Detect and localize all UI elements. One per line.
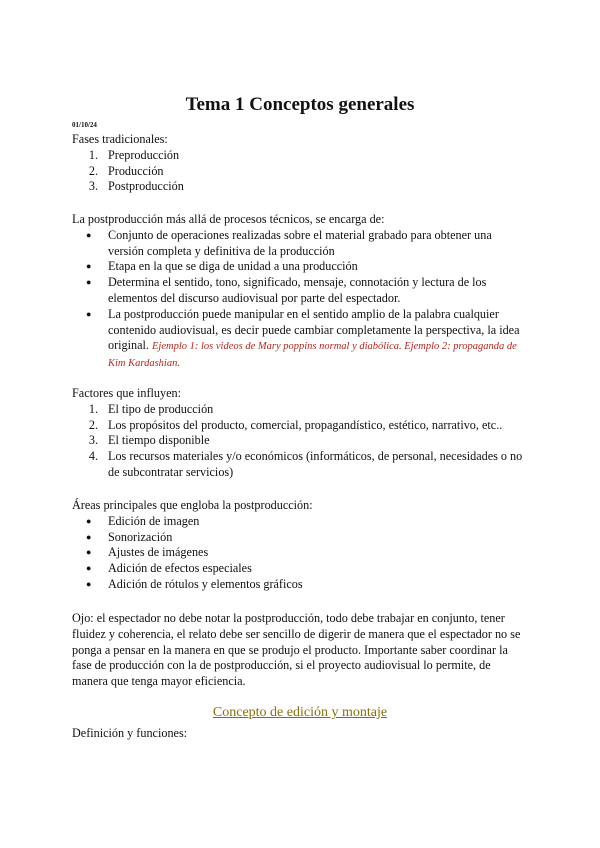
areas-heading: Áreas principales que engloba la postproducción: bbox=[72, 498, 313, 512]
list-item: 2. Los propósitos del producto, comercial, propagandístico, estético, narrativo, etc.. bbox=[88, 417, 503, 432]
list-item: 3. El tiempo disponible bbox=[88, 433, 210, 448]
list-item: 1. Preproducción bbox=[88, 147, 180, 162]
fases-list bbox=[72, 148, 528, 195]
list-item: ● Ajustes de imágenes bbox=[86, 545, 209, 560]
areas-section bbox=[72, 498, 528, 593]
factores-section bbox=[72, 386, 528, 481]
list-item: 2. Producción bbox=[88, 163, 164, 178]
ojo-section bbox=[72, 611, 528, 690]
factores-list bbox=[72, 402, 528, 481]
ojo-paragraph: Ojo: el espectador no debe notar la postproducción, todo debe trabajar en conjunto, tener fluidez y coherencia, el relato debe ser sencillo de digerir de manera que el espectador no se ponga a pensar en la manera en que se produjo el producto. Importante saber coordinar la fase de producción con la de postproducción, si el proyecto audiovisual lo permite, de manera que tenga mayor eficiencia. bbox=[72, 611, 521, 689]
definicion-section bbox=[72, 726, 528, 742]
fases-heading: Fases tradicionales: bbox=[72, 132, 168, 146]
list-item: ● Sonorización bbox=[86, 529, 173, 544]
example-note: Ejemplo 1: los videos de Mary poppins normal y diabólica. Ejemplo 2: propaganda de Kim Kardashian. bbox=[108, 341, 517, 370]
section-heading-link[interactable]: Concepto de edición y montaje bbox=[212, 705, 388, 720]
procesos-list bbox=[72, 228, 528, 372]
definicion-heading: Definición y funciones: bbox=[72, 726, 188, 740]
list-item: ● Edición de imagen bbox=[86, 513, 200, 528]
list-item: ● La postproducción puede manipular en el sentido amplio de la palabra cualquier contenido audiovisual, es decir puede cambiar completamente la perspectiva, la idea original. Ejemplo 1: los videos de Mary poppins normal y diabólica. Ejemplo 2: propaganda de Kim Kardashian. bbox=[86, 306, 520, 370]
list-item: ● Determina el sentido, tono, significado, mensaje, connotación y lectura de los elementos del discurso audiovisual por parte del espectador. bbox=[86, 275, 487, 305]
factores-heading: Factores que influyen: bbox=[72, 386, 181, 400]
date-label: 01/10/24 bbox=[72, 121, 97, 129]
list-item: 4. Los recursos materiales y/o económicos (informáticos, de personal, necesidades o no de subcontratar servicios) bbox=[88, 449, 523, 479]
list-item: ● Adición de efectos especiales bbox=[86, 561, 252, 576]
list-item: 3. Postproducción bbox=[88, 179, 184, 194]
areas-list bbox=[72, 514, 528, 593]
page-title: Tema 1 Conceptos generales bbox=[185, 94, 415, 115]
list-item: ● Etapa en la que se diga de unidad a una producción bbox=[86, 259, 358, 274]
list-item: ● Conjunto de operaciones realizadas sobre el material grabado para obtener una versión completa y definitiva de la producción bbox=[86, 227, 492, 258]
procesos-section bbox=[72, 212, 528, 372]
procesos-intro: La postproducción más allá de procesos técnicos, se encarga de: bbox=[72, 212, 385, 226]
list-item: ● Adición de rótulos y elementos gráficos bbox=[86, 576, 303, 591]
list-item: 1. El tipo de producción bbox=[88, 401, 214, 416]
fases-section bbox=[72, 132, 528, 195]
